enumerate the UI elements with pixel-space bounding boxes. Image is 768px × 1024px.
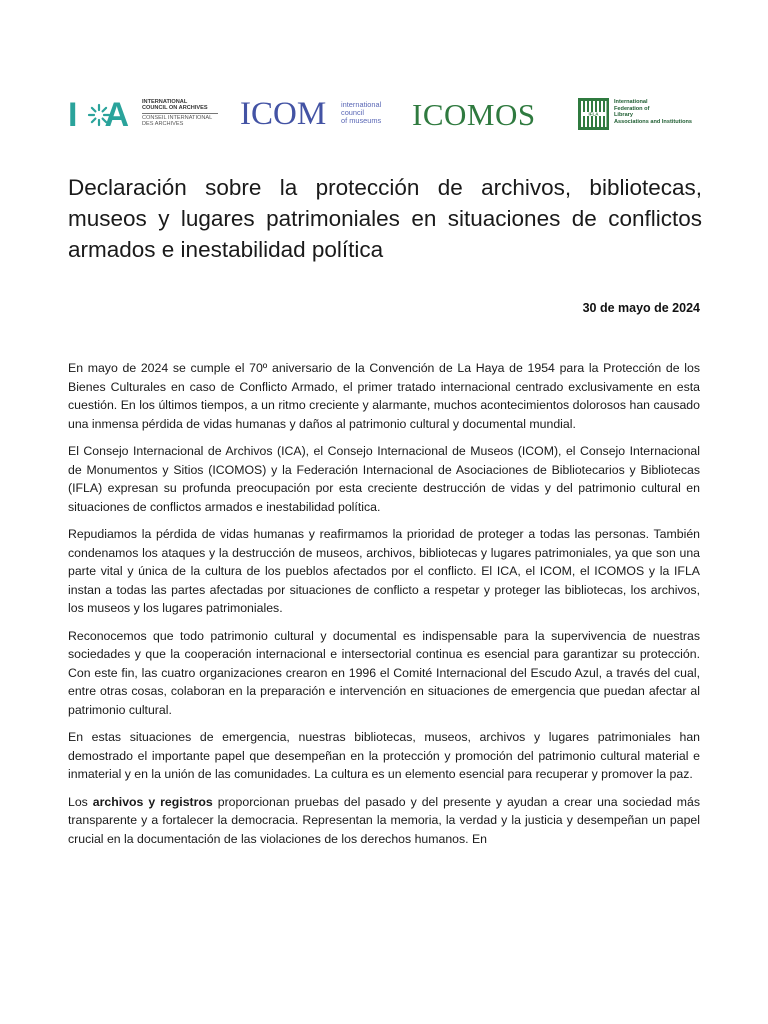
document-body bbox=[68, 359, 700, 857]
paragraph-6-rest: proporcionan pruebas del pasado y del presente y ayudan a crear una sociedad más transparente y a fortalecer la democracia. Representan la memoria, la verdad y la justicia y desempeñan un papel crucial en la documentación de las violaciones de los derechos humanos. En bbox=[68, 794, 700, 846]
icom-logo bbox=[240, 96, 390, 136]
document-title: Declaración sobre la protección de archivos, bibliotecas, museos y lugares patrimoniales en situaciones de conflictos armados e inestabilidad política bbox=[68, 175, 702, 262]
ica-wordmark: I A bbox=[68, 96, 129, 134]
ica-logo-text: INTERNATIONAL COUNCIL ON ARCHIVES CONSEIL INTERNATIONAL DES ARCHIVES bbox=[142, 99, 218, 128]
ifla-emblem-icon bbox=[578, 98, 609, 130]
ifla-logo-text: International Federation of Library Associations and Institutions bbox=[614, 99, 693, 125]
document-date: 30 de mayo de 2024 bbox=[582, 301, 700, 315]
ica-logo bbox=[68, 96, 228, 136]
paragraph-6 bbox=[68, 793, 700, 849]
paragraph-5: En estas situaciones de emergencia, nuestras bibliotecas, museos, archivos y lugares patrimoniales han demostrado el importante papel que desempeñan en la protección y promoción del patrimonio cultural material e inmaterial y en la unión de las comunidades. La cultura es un elemento esencial para recuperar y promover la paz. bbox=[68, 730, 700, 781]
ifla-logo bbox=[578, 96, 702, 136]
paragraph-3: Repudiamos la pérdida de vidas humanas y reafirmamos la prioridad de proteger a todas las personas. También condenamos los ataques y la destrucción de museos, archivos, bibliotecas y lugares patrimoniales, ya que son una parte vital y única de la cultura de los pueblos afectados por el conflicto. El ICA, el ICOM, el ICOMOS y la IFLA instan a todas las partes afectadas por situaciones de conflicto a respetar y proteger las bibliotecas, los archivos, los museos y los lugares patrimoniales. bbox=[68, 527, 700, 615]
icom-wordmark: ICOM bbox=[240, 96, 327, 132]
partner-logos bbox=[68, 96, 700, 136]
ifla-emblem-text: IFLA bbox=[588, 111, 599, 117]
paragraph-2: El Consejo Internacional de Archivos (ICA), el Consejo Internacional de Museos (ICOM), el Consejo Internacional de Monumentos y Sitios (ICOMOS) y la Federación Internacional de Asociaciones de Bibliotecarios y Bibliotecas (IFLA) expresan su profunda preocupación por esta creciente destrucción de vidas y del patrimonio cultural en situaciones de conflictos armados e inestabilidad política. bbox=[68, 444, 700, 514]
icom-logo-text: international council of museums bbox=[341, 100, 382, 126]
paragraph-6-bold: archivos y registros bbox=[92, 794, 213, 809]
paragraph-1: En mayo de 2024 se cumple el 70º aniversario de la Convención de La Haya de 1954 para la Protección de los Bienes Culturales en caso de Conflicto Armado, el primer tratado internacional centrado exclusivamente en esta cuestión. En los últimos tiempos, a un ritmo creciente y alarmante, muchos acontecimientos dolorosos han causado una inmensa pérdida de vidas humanas y daños al patrimonio cultural y documental mundial. bbox=[68, 361, 700, 431]
icomos-wordmark: ICOMOS bbox=[412, 97, 536, 132]
paragraph-4: Reconocemos que todo patrimonio cultural y documental es indispensable para la supervivencia de nuestras sociedades y que la cooperación internacional e intersectorial continua es esencial para garantizar su protección. Con este fin, las cuatro organizaciones crearon en 1996 el Comité Internacional del Escudo Azul, a través del cual, entre otras cosas, colaboran en la preparación e intervención en situaciones de emergencia que puedan afectar al patrimonio cultural. bbox=[68, 628, 700, 717]
paragraph-6-prefix: Los bbox=[68, 794, 93, 809]
icomos-logo bbox=[412, 96, 562, 136]
